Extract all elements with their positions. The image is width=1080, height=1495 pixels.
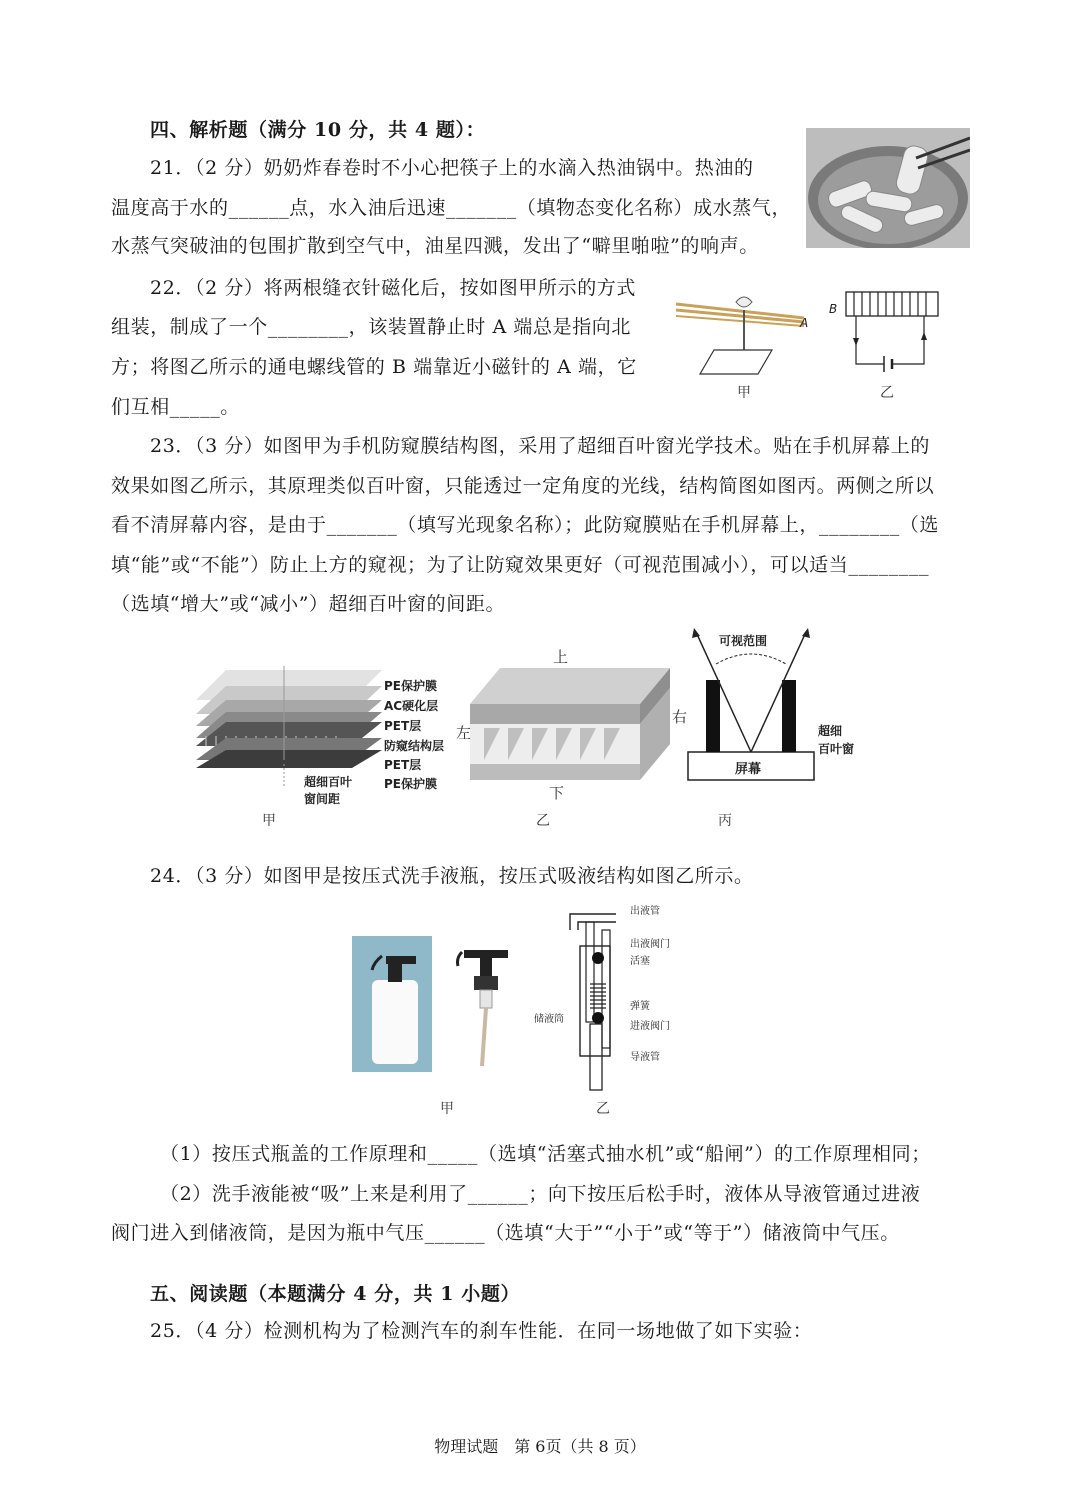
page-footer: 物理试题 第 6页（共 8 页） (434, 1437, 646, 1456)
caption-yi-q22: 乙 (880, 385, 894, 401)
q21-line-1: 21．（2 分）奶奶炸春卷时不小心把筷子上的水滴入热油锅中。热油的 (150, 157, 754, 179)
label-outlet-pipe: 出液管 (630, 906, 660, 917)
label-B: B (829, 302, 838, 316)
label-top: 上 (553, 648, 569, 666)
layer-label-2: AC硬化层 (384, 699, 439, 713)
label-guide-pipe: 导液管 (630, 1052, 660, 1063)
caption-yi-q24: 乙 (596, 1101, 610, 1117)
q23-line-3: 看不清屏幕内容，是由于_______（填写光现象名称）；此防窥膜贴在手机屏幕上，________（选 (111, 514, 940, 536)
q24-sub1: （1）按压式瓶盖的工作原理和_____（选填“活塞式抽水机”或“船闸”）的工作原理相同； (160, 1143, 931, 1165)
label-spring: 弹簧 (630, 1001, 650, 1012)
needle-compass-figure (672, 288, 822, 384)
caption-jia-q22: 甲 (737, 385, 751, 401)
label-A: A (800, 316, 809, 330)
q24-intro: 24．（3 分）如图甲是按压式洗手液瓶，按压式吸液结构如图乙所示。 (150, 865, 754, 887)
pump-structure-figure (560, 900, 632, 1092)
q23-line-1: 23．（3 分）如图甲为手机防窥膜结构图，采用了超细百叶窗光学技术。贴在手机屏幕上的 (150, 435, 931, 457)
film-layers-figure (186, 660, 382, 810)
section-title-4: 四、解析题（满分 10 分，共 4 题）： (150, 119, 486, 141)
pump-head-photo (456, 940, 516, 1070)
label-bottom: 下 (549, 784, 565, 802)
q22-line-4: 们互相_____。 (111, 396, 240, 418)
q23-line-2: 效果如图乙所示，其原理类似百叶窗，只能透过一定角度的光线，结构简图如图丙。两侧之所以 (111, 475, 935, 497)
label-right: 右 (672, 708, 688, 726)
label-left: 左 (456, 724, 472, 742)
q21-line-3: 水蒸气突破油的包围扩散到空气中，油星四溅，发出了“噼里啪啦”的响声。 (111, 235, 759, 257)
q22-line-2: 组装，制成了一个________，该装置静止时 A 端总是指向北 (111, 316, 632, 338)
louver-spacing-label-1: 超细百叶 (304, 775, 353, 789)
label-inlet-valve: 进液阀门 (630, 1021, 670, 1032)
layer-label-5: PET层 (384, 758, 422, 772)
section-title-5: 五、阅读题（本题满分 4 分，共 1 小题） (150, 1283, 521, 1305)
frying-pan-photo (806, 128, 970, 248)
louver-spacing-label-2: 窗间距 (304, 792, 341, 806)
visible-range-label: 可视范围 (719, 634, 768, 648)
caption-yi-q23: 乙 (536, 813, 550, 829)
q23-line-5: （选填“增大”或“减小”）超细百叶窗的间距。 (111, 593, 506, 615)
q21-line-2: 温度高于水的______点，水入油后迅速_______（填物态变化名称）成水蒸气， (111, 197, 792, 219)
q24-sub2-line-1: （2）洗手液能被“吸”上来是利用了______；向下按压后松手时，液体从导液管通过进液 (160, 1183, 921, 1205)
caption-bing-q23: 丙 (718, 813, 732, 829)
layer-label-1: PE保护膜 (384, 679, 437, 693)
solenoid-circuit-figure (826, 288, 944, 380)
soap-bottle-photo (352, 936, 432, 1072)
q24-sub2-line-2: 阀门进入到储液筒，是因为瓶中气压______（选填“大于”“小于”或“等于”）储液筒中气压。 (111, 1222, 900, 1244)
label-outlet-valve: 出液阀门 (630, 939, 670, 950)
louver-label-1: 超细 (818, 724, 843, 738)
q22-line-3: 方；将图乙所示的通电螺线管的 B 端靠近小磁针的 A 端，它 (111, 356, 637, 378)
q25-line: 25．（4 分）检测机构为了检测汽车的刹车性能．在同一场地做了如下实验： (150, 1320, 813, 1342)
louver-box-figure (470, 664, 670, 780)
label-storage-cylinder: 储液筒 (534, 1014, 564, 1025)
label-piston: 活塞 (630, 956, 650, 967)
layer-label-6: PE保护膜 (384, 777, 437, 791)
layer-label-3: PET层 (384, 719, 422, 733)
screen-label: 屏幕 (735, 762, 762, 777)
caption-jia-q24: 甲 (440, 1101, 454, 1117)
caption-jia-q23: 甲 (262, 813, 276, 829)
layer-label-4: 防窥结构层 (384, 739, 445, 753)
louver-label-2: 百叶窗 (818, 742, 855, 756)
q23-line-4: 填“能”或“不能”）防止上方的窥视；为了让防窥效果更好（可视范围减小），可以适当________ (111, 554, 930, 576)
q22-line-1: 22．（2 分）将两根缝衣针磁化后，按如图甲所示的方式 (150, 277, 637, 299)
